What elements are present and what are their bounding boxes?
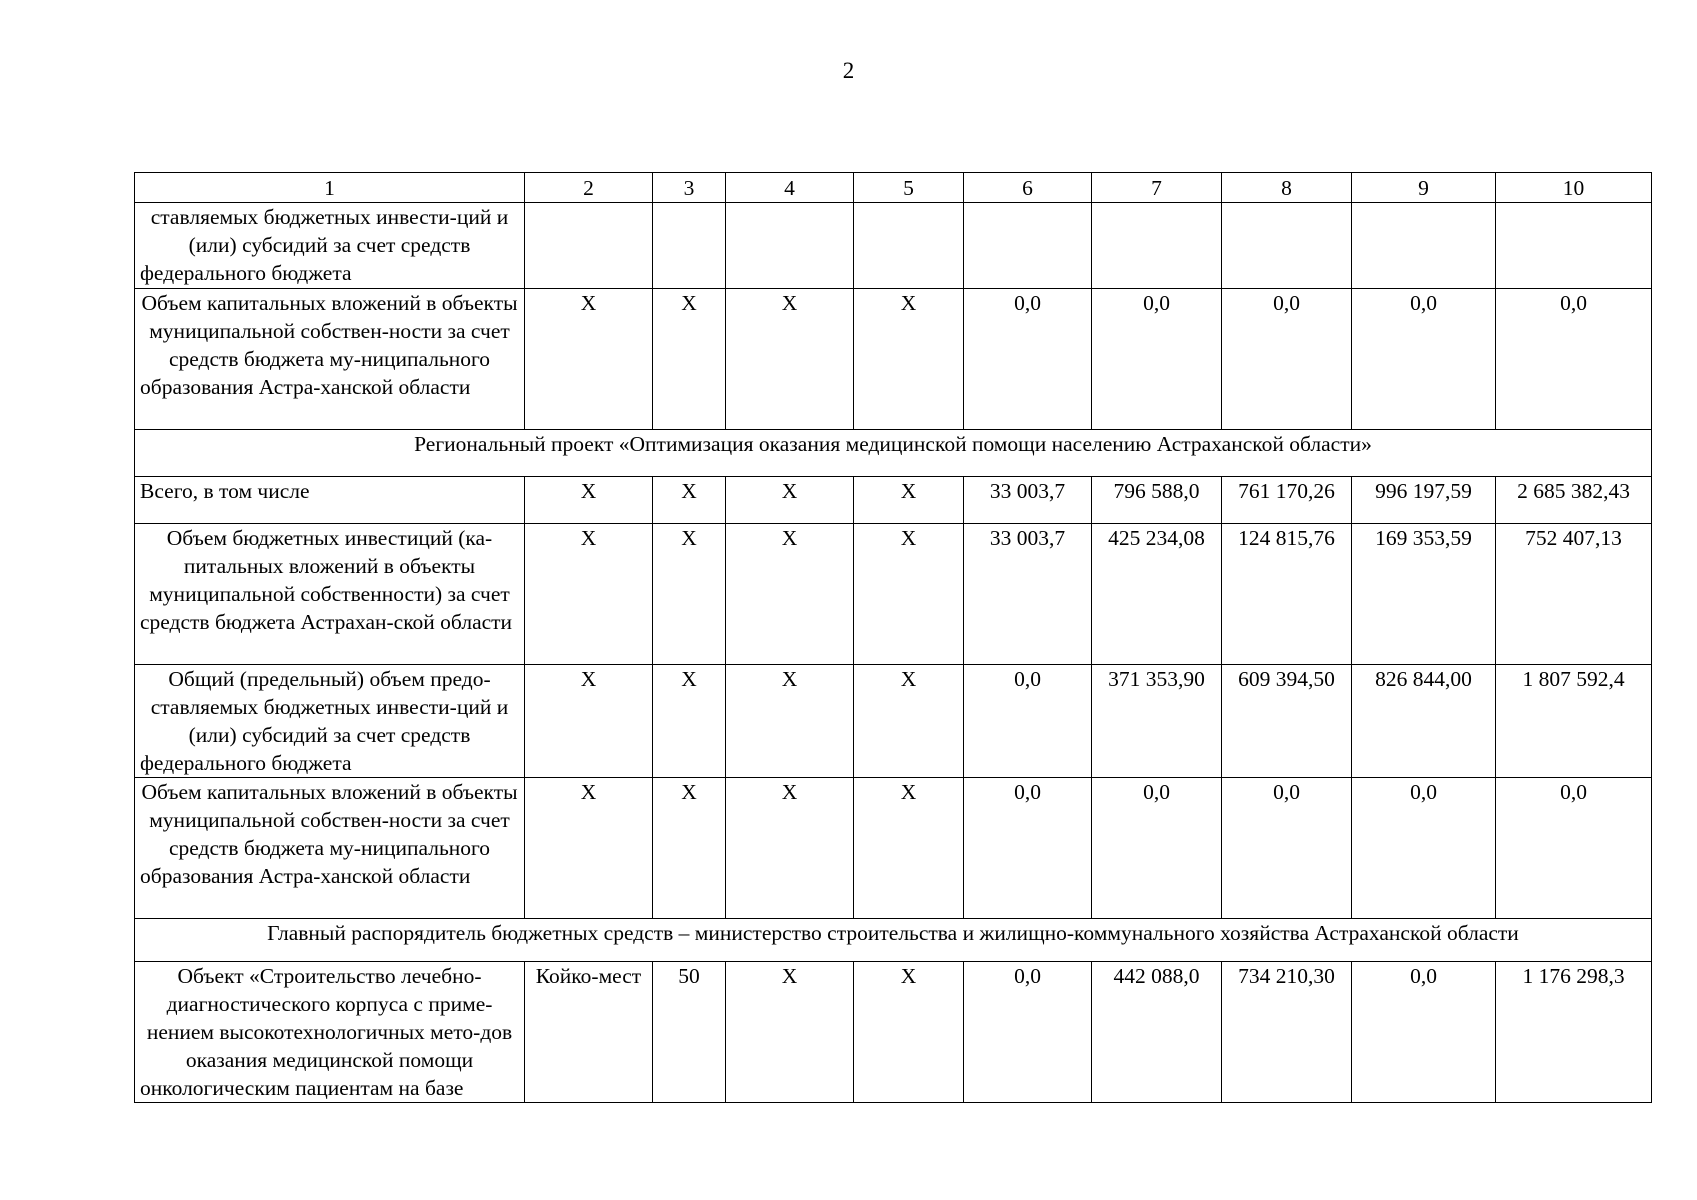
table-row — [135, 962, 1652, 1103]
row-description: Объем капитальных вложений в объекты муниципальной собствен-ности за счет средств бюджета му-ниципального образования Астра-ханской области — [135, 778, 525, 919]
column-number: 4 — [726, 173, 854, 203]
row-description: Объем бюджетных инвестиций (ка-питальных вложений в объекты муниципальной собственности) за счет средств бюджета Астрахан-ской области — [135, 524, 525, 665]
table-cell — [653, 203, 726, 289]
table-cell: 169 353,59 — [1352, 524, 1496, 665]
table-cell: X — [726, 477, 854, 524]
table-cell: 0,0 — [1092, 778, 1222, 919]
table-row — [135, 477, 1652, 524]
column-number: 7 — [1092, 173, 1222, 203]
table-row — [135, 778, 1652, 919]
table-cell: 0,0 — [964, 778, 1092, 919]
table-cell: X — [653, 289, 726, 430]
table-cell — [854, 203, 964, 289]
table-cell: X — [726, 665, 854, 778]
table-cell: 734 210,30 — [1222, 962, 1352, 1103]
table-cell: 0,0 — [1222, 778, 1352, 919]
table-cell: X — [525, 289, 653, 430]
table-cell — [525, 203, 653, 289]
row-description: ставляемых бюджетных инвести-ций и (или) субсидий за счет средств федерального бюджета — [135, 203, 525, 289]
table-cell: 0,0 — [1352, 962, 1496, 1103]
table-cell: 425 234,08 — [1092, 524, 1222, 665]
table-cell: X — [525, 778, 653, 919]
table-cell: 0,0 — [964, 289, 1092, 430]
table-cell: 124 815,76 — [1222, 524, 1352, 665]
table-cell: X — [726, 524, 854, 665]
table-cell: 33 003,7 — [964, 524, 1092, 665]
column-number: 2 — [525, 173, 653, 203]
column-number: 9 — [1352, 173, 1496, 203]
table-cell: 609 394,50 — [1222, 665, 1352, 778]
table-cell: 752 407,13 — [1496, 524, 1652, 665]
table-cell — [1092, 203, 1222, 289]
column-number: 1 — [135, 173, 525, 203]
table-cell: 0,0 — [1352, 289, 1496, 430]
table-cell: 442 088,0 — [1092, 962, 1222, 1103]
table-cell: X — [525, 665, 653, 778]
row-description: Объем капитальных вложений в объекты муниципальной собствен-ности за счет средств бюджета му-ниципального образования Астра-ханской области — [135, 289, 525, 430]
table-cell: X — [726, 778, 854, 919]
table-cell — [726, 203, 854, 289]
table-cell: X — [653, 477, 726, 524]
table-cell — [964, 203, 1092, 289]
table-row — [135, 665, 1652, 778]
table-cell: 50 — [653, 962, 726, 1103]
column-number: 5 — [854, 173, 964, 203]
section-title: Главный распорядитель бюджетных средств – министерство строительства и жилищно-коммунального хозяйства Астраханской области — [135, 919, 1652, 962]
table-cell: 0,0 — [1222, 289, 1352, 430]
table-row — [135, 289, 1652, 430]
table-cell: X — [726, 289, 854, 430]
table-cell — [1496, 203, 1652, 289]
table-cell: 33 003,7 — [964, 477, 1092, 524]
table-cell: 0,0 — [1496, 289, 1652, 430]
column-number: 8 — [1222, 173, 1352, 203]
table-cell: X — [653, 524, 726, 665]
table-cell: 2 685 382,43 — [1496, 477, 1652, 524]
table-cell: X — [653, 665, 726, 778]
table-cell: 371 353,90 — [1092, 665, 1222, 778]
table-cell: X — [653, 778, 726, 919]
table-cell: X — [854, 962, 964, 1103]
table-cell: 1 807 592,4 — [1496, 665, 1652, 778]
table-cell: 996 197,59 — [1352, 477, 1496, 524]
table-cell: X — [854, 289, 964, 430]
table-cell: X — [854, 524, 964, 665]
table-cell: 0,0 — [964, 962, 1092, 1103]
table-cell: 0,0 — [1496, 778, 1652, 919]
table-cell: 796 588,0 — [1092, 477, 1222, 524]
table-cell: 0,0 — [964, 665, 1092, 778]
column-number-row — [135, 173, 1652, 203]
column-number: 6 — [964, 173, 1092, 203]
table-cell: X — [854, 477, 964, 524]
table-cell: Койко-мест — [525, 962, 653, 1103]
table-cell: 826 844,00 — [1352, 665, 1496, 778]
table-cell: X — [525, 524, 653, 665]
section-row — [135, 430, 1652, 477]
row-description: Общий (предельный) объем предо-ставляемых бюджетных инвести-ций и (или) субсидий за счет средств федерального бюджета — [135, 665, 525, 778]
table-row — [135, 203, 1652, 289]
section-row — [135, 919, 1652, 962]
table-cell — [1352, 203, 1496, 289]
table-cell — [1222, 203, 1352, 289]
budget-table — [134, 172, 1652, 1103]
row-description: Объект «Строительство лечебно-диагностического корпуса с приме-нением высокотехнологичных мето-дов оказания медицинской помощи онкологическим пациентам на базе — [135, 962, 525, 1103]
section-title: Региональный проект «Оптимизация оказания медицинской помощи населению Астраханской области» — [135, 430, 1652, 477]
page-number: 2 — [842, 58, 855, 83]
table-cell: 761 170,26 — [1222, 477, 1352, 524]
column-number: 10 — [1496, 173, 1652, 203]
table-cell: 0,0 — [1352, 778, 1496, 919]
table-cell: 1 176 298,3 — [1496, 962, 1652, 1103]
table-row — [135, 524, 1652, 665]
row-description: Всего, в том числе — [135, 477, 525, 524]
table-cell: X — [854, 665, 964, 778]
column-number: 3 — [653, 173, 726, 203]
table-cell: X — [726, 962, 854, 1103]
table-cell: X — [854, 778, 964, 919]
table-cell: X — [525, 477, 653, 524]
table-cell: 0,0 — [1092, 289, 1222, 430]
